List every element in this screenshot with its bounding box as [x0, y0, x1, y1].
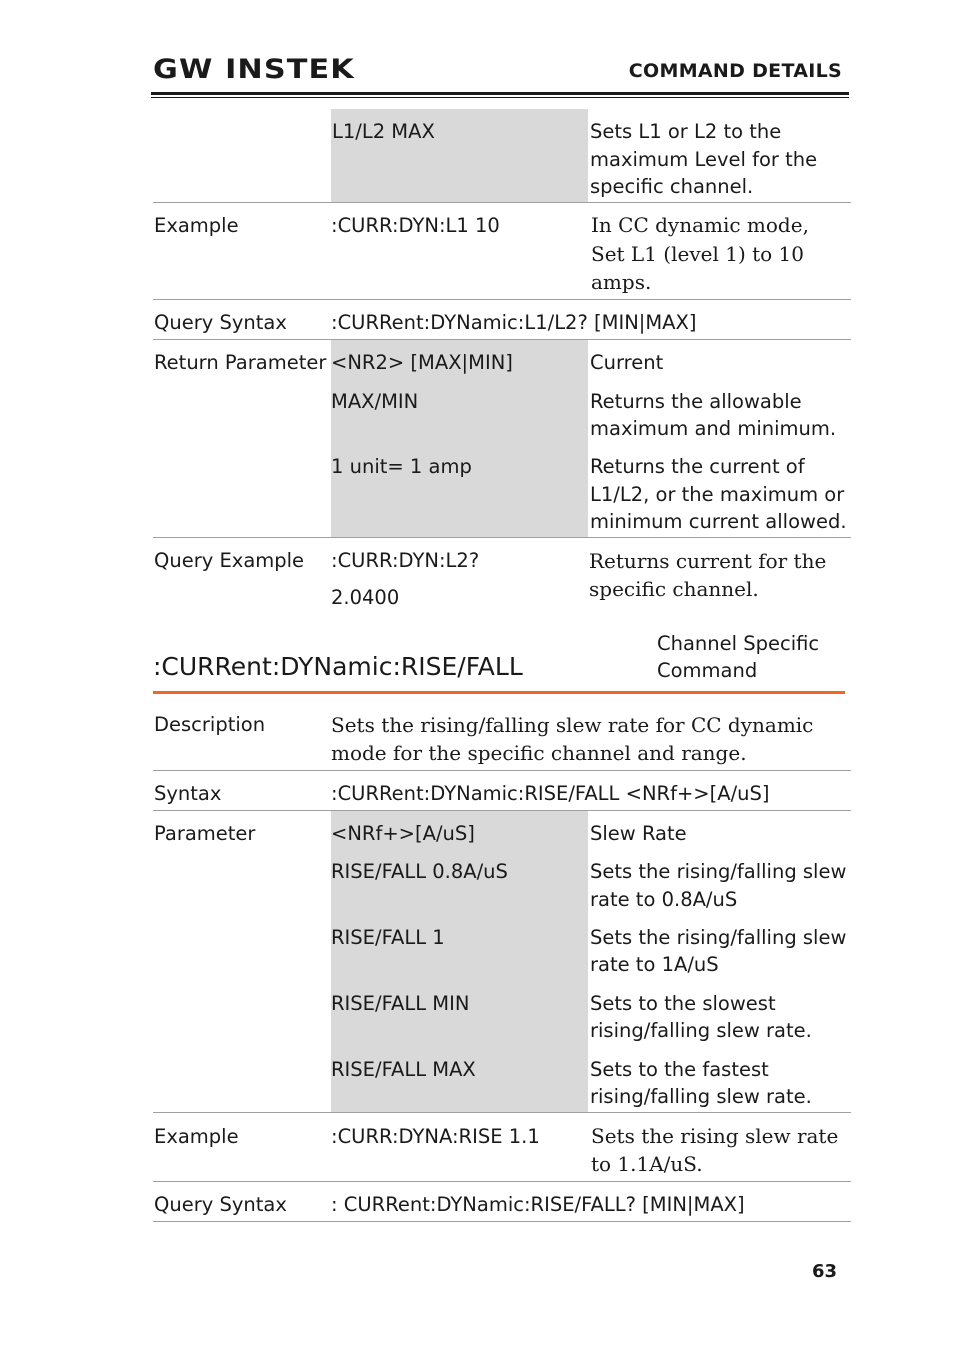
gw-instek-logo: GW INSTEK [153, 54, 355, 85]
example-desc-line: Set L1 (level 1) to 10 [591, 242, 804, 266]
table-divider [153, 1221, 851, 1222]
parameter-desc-line: rising/falling slew rate. [590, 1019, 812, 1042]
example-desc-line: Sets the rising slew rate [591, 1124, 839, 1148]
parameter-value: RISE/FALL MAX [331, 1058, 476, 1081]
table-divider [153, 299, 851, 300]
return-param-label: Return Parameter [154, 351, 327, 374]
param-desc-line: maximum Level for the [590, 148, 818, 171]
return-param-desc-line: minimum current allowed. [590, 510, 847, 533]
parameter-desc-line: Sets to the slowest [590, 992, 776, 1015]
table-divider [153, 1181, 851, 1182]
table-divider [153, 1112, 851, 1113]
table-divider [153, 770, 851, 771]
example-label: Example [154, 214, 239, 237]
return-param-value: 1 unit= 1 amp [331, 455, 472, 478]
badge-line: Channel Specific [657, 632, 820, 655]
example-value: :CURR:DYN:L1 10 [331, 214, 500, 237]
return-param-value: MAX/MIN [331, 390, 419, 413]
parameter-desc-line: Sets to the fastest [590, 1058, 769, 1081]
query-syntax-label: Query Syntax [154, 311, 287, 334]
example-desc-line: amps. [591, 270, 652, 294]
parameter-value: RISE/FALL MIN [331, 992, 470, 1015]
query-syntax-label: Query Syntax [154, 1193, 287, 1216]
section-header: COMMAND DETAILS [628, 60, 842, 82]
example-desc-line: In CC dynamic mode, [591, 213, 809, 237]
description-text-line: Sets the rising/falling slew rate for CC dynamic [331, 713, 814, 737]
param-desc-line: specific channel. [590, 175, 754, 198]
query-syntax-value: :CURRent:DYNamic:L1/L2? [MIN|MAX] [331, 311, 697, 334]
query-example-value: 2.0400 [331, 586, 400, 609]
example-desc-line: to 1.1A/uS. [591, 1152, 703, 1176]
parameter-value: RISE/FALL 0.8A/uS [331, 860, 508, 883]
parameter-desc-line: rate to 0.8A/uS [590, 888, 738, 911]
channel-specific-badge [657, 630, 819, 684]
query-syntax-value: : CURRent:DYNamic:RISE/FALL? [MIN|MAX] [331, 1193, 745, 1216]
parameter-label: Parameter [154, 822, 256, 845]
query-example-label: Query Example [154, 549, 305, 572]
param-desc-line: Sets L1 or L2 to the [590, 120, 782, 143]
example-label: Example [154, 1125, 239, 1148]
header-rule-thin [151, 97, 849, 98]
table-divider [153, 537, 851, 538]
return-param-desc-line: Returns the current of [590, 455, 805, 478]
query-example-desc-line: specific channel. [589, 577, 759, 601]
description-label: Description [154, 713, 266, 736]
page-number: 63 [812, 1261, 838, 1282]
param-value: L1/L2 MAX [332, 120, 435, 143]
badge-line: Command [657, 659, 758, 682]
syntax-label: Syntax [154, 782, 222, 805]
command-title: :CURRent:DYNamic:RISE/FALL [153, 652, 523, 681]
parameter-desc-line: rate to 1A/uS [590, 953, 719, 976]
parameter-desc-line: Sets the rising/falling slew [590, 860, 847, 883]
query-example-value: :CURR:DYN:L2? [331, 549, 480, 572]
parameter-value: <NRf+>[A/uS] [331, 822, 475, 845]
syntax-value: :CURRent:DYNamic:RISE/FALL <NRf+>[A/uS] [331, 782, 770, 805]
example-value: :CURR:DYNA:RISE 1.1 [331, 1125, 540, 1148]
parameter-value: RISE/FALL 1 [331, 926, 445, 949]
parameter-desc-line: Sets the rising/falling slew [590, 926, 847, 949]
query-example-desc-line: Returns current for the [589, 549, 827, 573]
return-param-desc-line: L1/L2, or the maximum or [590, 483, 845, 506]
header-rule-thick [151, 92, 849, 95]
table-divider [153, 202, 851, 203]
return-param-desc-line: Current [590, 351, 664, 374]
command-title-rule [153, 691, 845, 694]
parameter-desc-line: Slew Rate [590, 822, 687, 845]
return-param-desc-line: maximum and minimum. [590, 417, 837, 440]
return-param-desc-line: Returns the allowable [590, 390, 802, 413]
description-text-line: mode for the specific channel and range. [331, 741, 747, 765]
parameter-desc-line: rising/falling slew rate. [590, 1085, 812, 1108]
return-param-value: <NR2> [MAX|MIN] [331, 351, 513, 374]
